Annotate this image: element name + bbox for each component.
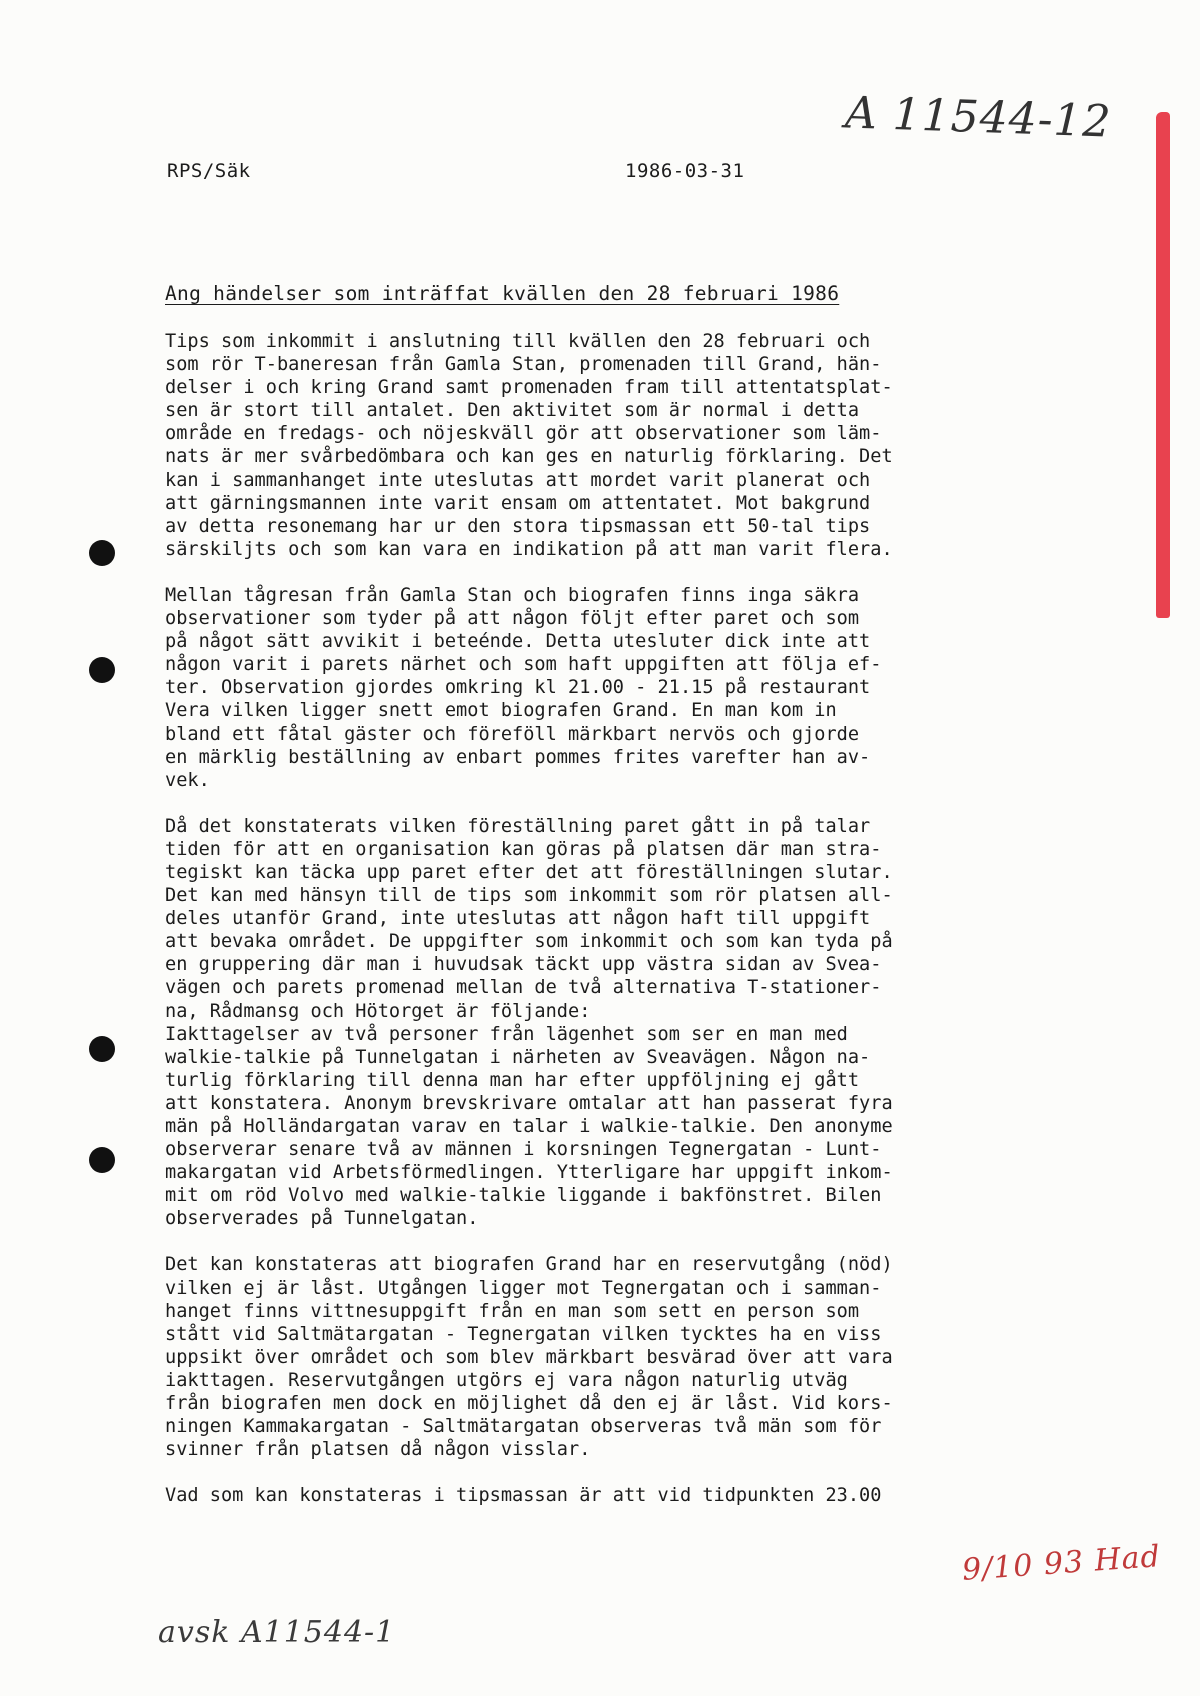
paragraph: Tips som inkommit i anslutning till kvällen den 28 februari och som rör T-baneresan från Gamla Stan, promenaden till Grand, hän- delser i och kring Grand samt promenaden fram till attentatsplat- sen är stort till antalet. Den aktivitet som är normal i detta område en fredags- och nöjeskväll gör att observationer som läm- nats är mer svårbedömbara och kan ges en naturlig förklaring. Det kan i sammanhanget inte uteslutas att mordet varit planerat och att gärningsmannen inte varit ensam om attentatet. Mot bakgrund av detta resonemang har ur den stora tipsmassan ett 50-tal tips särskiljts och som kan vara en indikation på att man varit flera. xyxy=(165,331,893,560)
archive-reference-bottom: avsk A11544-1 xyxy=(158,1615,396,1650)
paragraph: Då det konstaterats vilken föreställning paret gått in på talar tiden för att en organisation kan göras på platsen där man stra- tegiskt kan täcka upp paret efter det att föreställningen slutar. Det kan med hänsyn till de tips som inkommit som rör platsen all- deles utanför Grand, inte uteslutas att någon haft till uppgift att bevaka området. De uppgifter som inkommit och som kan tyda på en gruppering där man i huvudsak täckt upp västra sidan av Svea- vägen och parets promenad mellan de två alternativa T-stationer- na, Rådmansg och Hötorget är följande: Iakttagelser av två personer från lägenhet som ser en man med walkie-talkie på Tunnelgatan i närheten av Sveavägen. Någon na- turlig förklaring till denna man har efter uppföljning ej gått att konstatera. Anonym brevskrivare omtalar att han passerat fyra män på Holländargatan varav en talar i walkie-talkie. Den anonyme observerar senare två av männen i korsningen Tegnergatan - Lunt- makargatan vid Arbetsförmedlingen. Ytterligare har uppgift inkom- mit om röd Volvo med walkie-talkie liggande i bakfönstret. Bilen observerades på Tunnelgatan. xyxy=(165,815,893,1230)
document-date: 1986-03-31 xyxy=(625,160,745,182)
subject-heading: Ang händelser som inträffat kvällen den 28 februari 1986 xyxy=(165,282,840,305)
red-marker-stripe xyxy=(1156,112,1170,618)
punch-hole xyxy=(89,540,115,566)
body-text xyxy=(165,330,1065,1507)
paragraph: Mellan tågresan från Gamla Stan och biografen finns inga säkra observationer som tyder på att någon följt efter paret och som på något sätt avvikit i beteénde. Detta utesluter dick inte att någon varit i parets närhet och som haft uppgiften att följa ef- ter. Observation gjordes omkring kl 21.00 - 21.15 på restaurant Vera vilken ligger snett emot biografen Grand. En man kom in bland ett fåtal gäster och föreföll märkbart nervös och gjorde en märklig beställning av enbart pommes frites varefter han av- vek. xyxy=(165,584,882,791)
archive-reference-top: A 11544-12 xyxy=(844,87,1113,148)
punch-hole xyxy=(89,1147,115,1173)
handwritten-date-note: 9/10 93 Had xyxy=(961,1539,1162,1588)
paragraph: Vad som kan konstateras i tipsmassan är att vid tidpunkten 23.00 xyxy=(165,1485,882,1507)
sender-label: RPS/Säk xyxy=(167,160,251,182)
paragraph: Det kan konstateras att biografen Grand har en reservutgång (nöd) vilken ej är låst. Utgången ligger mot Tegnergatan och i samman- hanget finns vittnesuppgift från en man som sett en person som stått vid Saltmätargatan - Tegnergatan vilken tycktes ha en viss uppsikt över området och som blev märkbart besvärad över att vara iakttagen. Reservutgången utgörs ej vara någon naturlig utväg från biografen men dock en möjlighet då den ej är låst. Vid kors- ningen Kammakargatan - Saltmätargatan observeras två män som för svinner från platsen då någon visslar. xyxy=(165,1254,893,1461)
punch-hole xyxy=(89,1036,115,1062)
punch-hole xyxy=(89,657,115,683)
